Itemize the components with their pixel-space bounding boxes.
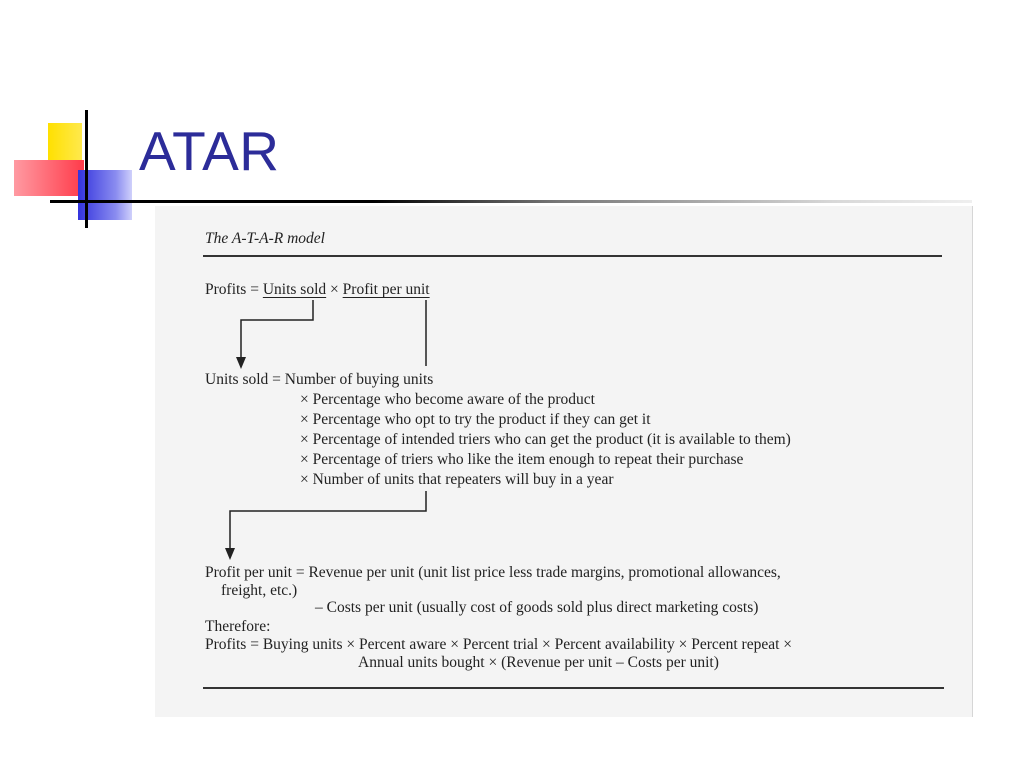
arrow-head-1: [236, 357, 246, 369]
factor-repeat: × Percentage of triers who like the item enough to repeat their purchase: [300, 451, 744, 468]
final-equation-line2: Annual units bought × (Revenue per unit – Costs per unit): [358, 654, 719, 671]
profit-per-unit-definition: Profit per unit = Revenue per unit (unit list price less trade margins, promotional allowances,: [205, 564, 781, 581]
factor-aware: × Percentage who become aware of the product: [300, 391, 595, 408]
therefore-label: Therefore:: [205, 618, 271, 635]
figure-heading: The A-T-A-R model: [205, 230, 325, 247]
arrow-head-2: [225, 548, 235, 560]
factor-units-per-year: × Number of units that repeaters will buy in a year: [300, 471, 614, 488]
units-sold-term: Units sold: [262, 281, 327, 298]
factor-availability: × Percentage of intended triers who can get the product (it is available to them): [300, 431, 791, 448]
title-underline: [50, 200, 972, 203]
profit-per-unit-continued: freight, etc.): [221, 582, 298, 599]
decor-vertical-line: [85, 110, 88, 228]
profits-label: Profits =: [205, 281, 259, 298]
factor-trial: × Percentage who opt to try the product if they can get it: [300, 411, 651, 428]
costs-per-unit-line: – Costs per unit (usually cost of goods sold plus direct marketing costs): [315, 599, 759, 616]
decor-yellow-square: [48, 123, 82, 163]
profit-per-unit-term: Profit per unit: [342, 281, 430, 298]
decor-red-square: [14, 160, 84, 196]
bottom-rule: [203, 687, 944, 689]
final-equation-line1: Profits = Buying units × Percent aware × Percent trial × Percent availability × Percent repeat ×: [205, 636, 793, 653]
times-symbol: ×: [330, 281, 339, 298]
atar-model-figure: [155, 206, 973, 717]
units-sold-definition: Units sold = Number of buying units: [205, 371, 434, 388]
slide-title: ATAR: [139, 120, 280, 182]
